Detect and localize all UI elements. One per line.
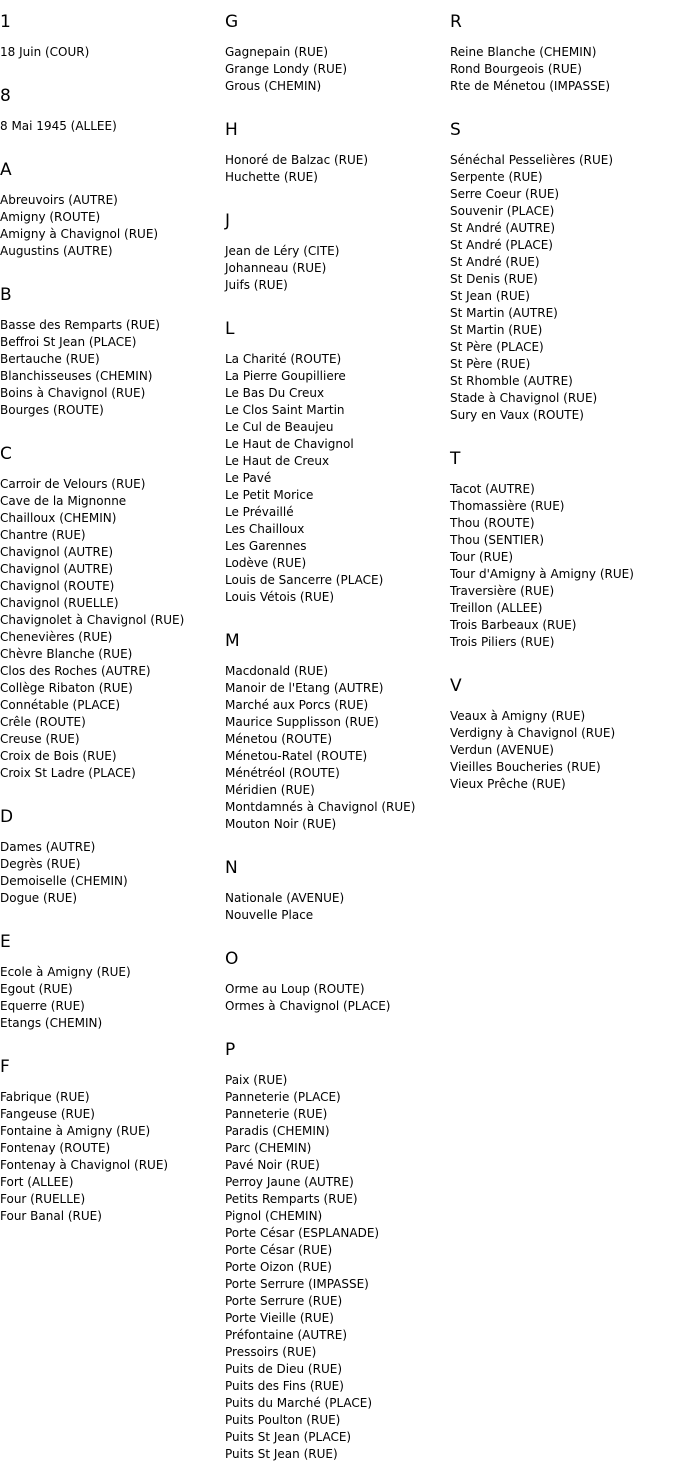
section-letter-heading: M [225,631,240,651]
street-name: Crêle (ROUTE) [0,715,86,729]
street-column-3 [450,0,675,806]
street-list [450,44,675,95]
street-name: Le Bas Du Creux [225,386,325,400]
street-name: Etangs (CHEMIN) [0,1016,103,1030]
street-name: Bertauche (RUE) [0,352,100,366]
street-name: Stade à Chavignol (RUE) [450,391,598,405]
street-name: Montdamnés à Chavignol (RUE) [225,800,416,814]
street-list [225,243,450,294]
street-name: Fontaine à Amigny (RUE) [0,1124,151,1138]
street-name: Porte César (RUE) [225,1243,333,1257]
street-name: Chavignol (AUTRE) [0,562,114,576]
street-name: Reine Blanche (CHEMIN) [450,45,597,59]
street-name: Puits de Dieu (RUE) [225,1362,342,1376]
street-name: Préfontaine (AUTRE) [225,1328,348,1342]
street-name: Puits St Jean (PLACE) [225,1430,352,1444]
street-name: Macdonald (RUE) [225,664,329,678]
section-letter-heading: A [0,160,12,180]
street-list [225,351,450,606]
street-name: St Père (RUE) [450,357,531,371]
letter-section [450,120,675,437]
street-list [0,1089,225,1225]
street-name: Thomassière (RUE) [450,499,565,513]
street-name: Chantre (RUE) [0,528,86,542]
street-name: Chailloux (CHEMIN) [0,511,117,525]
street-name: Mouton Noir (RUE) [225,817,337,831]
street-column-1 [0,0,225,1238]
street-list [450,152,675,424]
street-name: Chenevières (RUE) [0,630,113,644]
letter-section [0,160,225,273]
letter-section [225,1040,450,1476]
street-name: Fort (ALLEE) [0,1175,74,1189]
street-name: Paradis (CHEMIN) [225,1124,330,1138]
street-name: Parc (CHEMIN) [225,1141,312,1155]
letter-section [450,12,675,108]
street-list [0,964,225,1032]
street-list [0,317,225,419]
street-name: Connétable (PLACE) [0,698,121,712]
street-name: St André (AUTRE) [450,221,556,235]
street-name: Chèvre Blanche (RUE) [0,647,133,661]
street-name: Rond Bourgeois (RUE) [450,62,582,76]
street-name: Grous (CHEMIN) [225,79,322,93]
street-name: Cave de la Mignonne [0,494,127,508]
street-column-2 [225,0,450,1476]
street-name: Paix (RUE) [225,1073,288,1087]
street-name: La Charité (ROUTE) [225,352,342,366]
street-list [225,1072,450,1463]
street-name: Le Pavé [225,471,272,485]
letter-section [225,211,450,307]
section-letter-heading: B [0,285,12,305]
street-list [225,981,450,1015]
street-name: Fontenay (ROUTE) [0,1141,111,1155]
street-name: 8 Mai 1945 (ALLEE) [0,119,117,133]
street-name: Degrès (RUE) [0,857,81,871]
street-name: Le Clos Saint Martin [225,403,345,417]
street-name: Fontenay à Chavignol (RUE) [0,1158,169,1172]
street-name: St Martin (AUTRE) [450,306,558,320]
street-name: Beffroi St Jean (PLACE) [0,335,137,349]
section-letter-heading: T [450,449,461,469]
section-letter-heading: R [450,12,462,32]
street-name: Tour d'Amigny à Amigny (RUE) [450,567,634,581]
street-name: Treillon (ALLEE) [450,601,543,615]
street-name: Abreuvoirs (AUTRE) [0,193,118,207]
street-name: Four (RUELLE) [0,1192,86,1206]
street-name: Orme au Loup (ROUTE) [225,982,365,996]
street-name: Manoir de l'Etang (AUTRE) [225,681,384,695]
street-name: Nouvelle Place [225,908,314,922]
street-name: Souvenir (PLACE) [450,204,555,218]
street-name: Porte Oizon (RUE) [225,1260,332,1274]
street-name: Panneterie (PLACE) [225,1090,341,1104]
street-name: Honoré de Balzac (RUE) [225,153,369,167]
section-letter-heading: N [225,858,238,878]
section-letter-heading: V [450,676,462,696]
section-letter-heading: F [0,1057,10,1077]
street-name: 18 Juin (COUR) [0,45,90,59]
street-name: Johanneau (RUE) [225,261,327,275]
letter-section [0,285,225,432]
street-name: Pignol (CHEMIN) [225,1209,323,1223]
street-name: Sury en Vaux (ROUTE) [450,408,584,422]
street-name: Le Haut de Creux [225,454,330,468]
street-name: Porte Serrure (IMPASSE) [225,1277,369,1291]
street-name: Chavignol (RUELLE) [0,596,119,610]
street-list [225,890,450,924]
street-name: Croix de Bois (RUE) [0,749,117,763]
street-name: Juifs (RUE) [225,278,288,292]
street-name: Trois Piliers (RUE) [450,635,555,649]
street-name: Vieux Prêche (RUE) [450,777,566,791]
street-name: Fabrique (RUE) [0,1090,90,1104]
street-name: Augustins (AUTRE) [0,244,113,258]
street-name: Chavignolet à Chavignol (RUE) [0,613,185,627]
section-letter-heading: D [0,807,14,827]
street-name: Boins à Chavignol (RUE) [0,386,146,400]
street-name: Trois Barbeaux (RUE) [450,618,577,632]
letter-section [225,319,450,619]
street-name: Grange Londy (RUE) [225,62,348,76]
street-name: Croix St Ladre (PLACE) [0,766,136,780]
street-name: Tacot (AUTRE) [450,482,535,496]
street-name: Clos des Roches (AUTRE) [0,664,151,678]
street-name: Sénéchal Pesselières (RUE) [450,153,614,167]
letter-section [450,676,675,806]
street-name: St Denis (RUE) [450,272,538,286]
street-list [0,118,225,135]
street-name: Bourges (ROUTE) [0,403,104,417]
street-name: Veaux à Amigny (RUE) [450,709,586,723]
street-name: Ormes à Chavignol (PLACE) [225,999,391,1013]
street-list [225,152,450,186]
street-name: Puits Poulton (RUE) [225,1413,341,1427]
street-name: Amigny à Chavignol (RUE) [0,227,159,241]
street-name: Le Petit Morice [225,488,314,502]
street-name: Thou (ROUTE) [450,516,535,530]
street-name: Nationale (AVENUE) [225,891,345,905]
street-name: Petits Remparts (RUE) [225,1192,358,1206]
letter-section [0,444,225,795]
street-name: Pavé Noir (RUE) [225,1158,320,1172]
section-letter-heading: G [225,12,239,32]
street-name: Serre Coeur (RUE) [450,187,560,201]
street-name: Fangeuse (RUE) [0,1107,95,1121]
street-name: Demoiselle (CHEMIN) [0,874,128,888]
street-name: St Rhomble (AUTRE) [450,374,573,388]
street-name: Maurice Supplisson (RUE) [225,715,379,729]
section-letter-heading: O [225,949,239,969]
street-name: St Martin (RUE) [450,323,543,337]
letter-section [450,449,675,664]
street-name: Chavignol (ROUTE) [0,579,115,593]
street-name: Perroy Jaune (AUTRE) [225,1175,354,1189]
street-name: Louis de Sancerre (PLACE) [225,573,384,587]
letter-section [225,858,450,937]
street-name: Carroir de Velours (RUE) [0,477,146,491]
section-letter-heading: H [225,120,238,140]
street-name: Serpente (RUE) [450,170,543,184]
street-name: Ménetou-Ratel (ROUTE) [225,749,368,763]
street-name: Huchette (RUE) [225,170,318,184]
street-name: Puits du Marché (PLACE) [225,1396,373,1410]
letter-section [225,12,450,108]
street-list [225,44,450,95]
street-name: Chavignol (AUTRE) [0,545,114,559]
street-name: Basse des Remparts (RUE) [0,318,160,332]
street-name: Egout (RUE) [0,982,73,996]
street-name: Ecole à Amigny (RUE) [0,965,131,979]
street-name: Dames (AUTRE) [0,840,96,854]
letter-section [225,631,450,846]
street-list [0,476,225,782]
street-name: Marché aux Porcs (RUE) [225,698,369,712]
section-letter-heading: P [225,1040,236,1060]
section-letter-heading: 8 [0,86,11,106]
street-name: Gagnepain (RUE) [225,45,329,59]
letter-section [0,86,225,148]
street-name: Thou (SENTIER) [450,533,545,547]
street-name: St Jean (RUE) [450,289,530,303]
street-list [0,44,225,61]
letter-section [0,807,225,920]
street-name: Porte César (ESPLANADE) [225,1226,380,1240]
street-name: Verdigny à Chavignol (RUE) [450,726,616,740]
letter-section [225,949,450,1028]
street-name: Le Cul de Beaujeu [225,420,334,434]
street-name: Porte Vieille (RUE) [225,1311,334,1325]
letter-section [0,12,225,74]
street-name: Puits St Jean (RUE) [225,1447,338,1461]
street-name: Les Garennes [225,539,307,553]
street-list [450,481,675,651]
section-letter-heading: 1 [0,12,11,32]
section-letter-heading: C [0,444,12,464]
street-name: Louis Vétois (RUE) [225,590,334,604]
street-name: Collège Ribaton (RUE) [0,681,133,695]
section-letter-heading: L [225,319,235,339]
street-name: Amigny (ROUTE) [0,210,101,224]
street-name: Porte Serrure (RUE) [225,1294,343,1308]
street-name: Vieilles Boucheries (RUE) [450,760,601,774]
section-letter-heading: E [0,932,11,952]
street-name: Le Haut de Chavignol [225,437,354,451]
street-name: St André (RUE) [450,255,540,269]
street-name: La Pierre Goupilliere [225,369,346,383]
street-name: Ménetou (ROUTE) [225,732,333,746]
street-name: Rte de Ménetou (IMPASSE) [450,79,610,93]
section-letter-heading: J [225,211,231,231]
street-name: Verdun (AVENUE) [450,743,554,757]
street-name: Jean de Léry (CITE) [225,244,340,258]
street-name: Dogue (RUE) [0,891,78,905]
street-name: Traversière (RUE) [450,584,555,598]
street-name: Lodève (RUE) [225,556,307,570]
street-name: Pressoirs (RUE) [225,1345,317,1359]
letter-section [0,932,225,1045]
section-letter-heading: S [450,120,461,140]
street-name: Méridien (RUE) [225,783,315,797]
street-name: Les Chailloux [225,522,305,536]
street-name: Panneterie (RUE) [225,1107,328,1121]
street-name: Puits des Fins (RUE) [225,1379,344,1393]
street-name: Creuse (RUE) [0,732,80,746]
street-list [0,192,225,260]
street-list [225,663,450,833]
street-name: Ménétréol (ROUTE) [225,766,340,780]
letter-section [225,120,450,199]
street-list [0,839,225,907]
street-name: St André (PLACE) [450,238,553,252]
street-name: St Père (PLACE) [450,340,544,354]
street-list [450,708,675,793]
letter-section [0,1057,225,1238]
street-name: Le Prévaillé [225,505,294,519]
street-name: Four Banal (RUE) [0,1209,102,1223]
street-name: Equerre (RUE) [0,999,85,1013]
street-name: Tour (RUE) [450,550,514,564]
street-name: Blanchisseuses (CHEMIN) [0,369,153,383]
